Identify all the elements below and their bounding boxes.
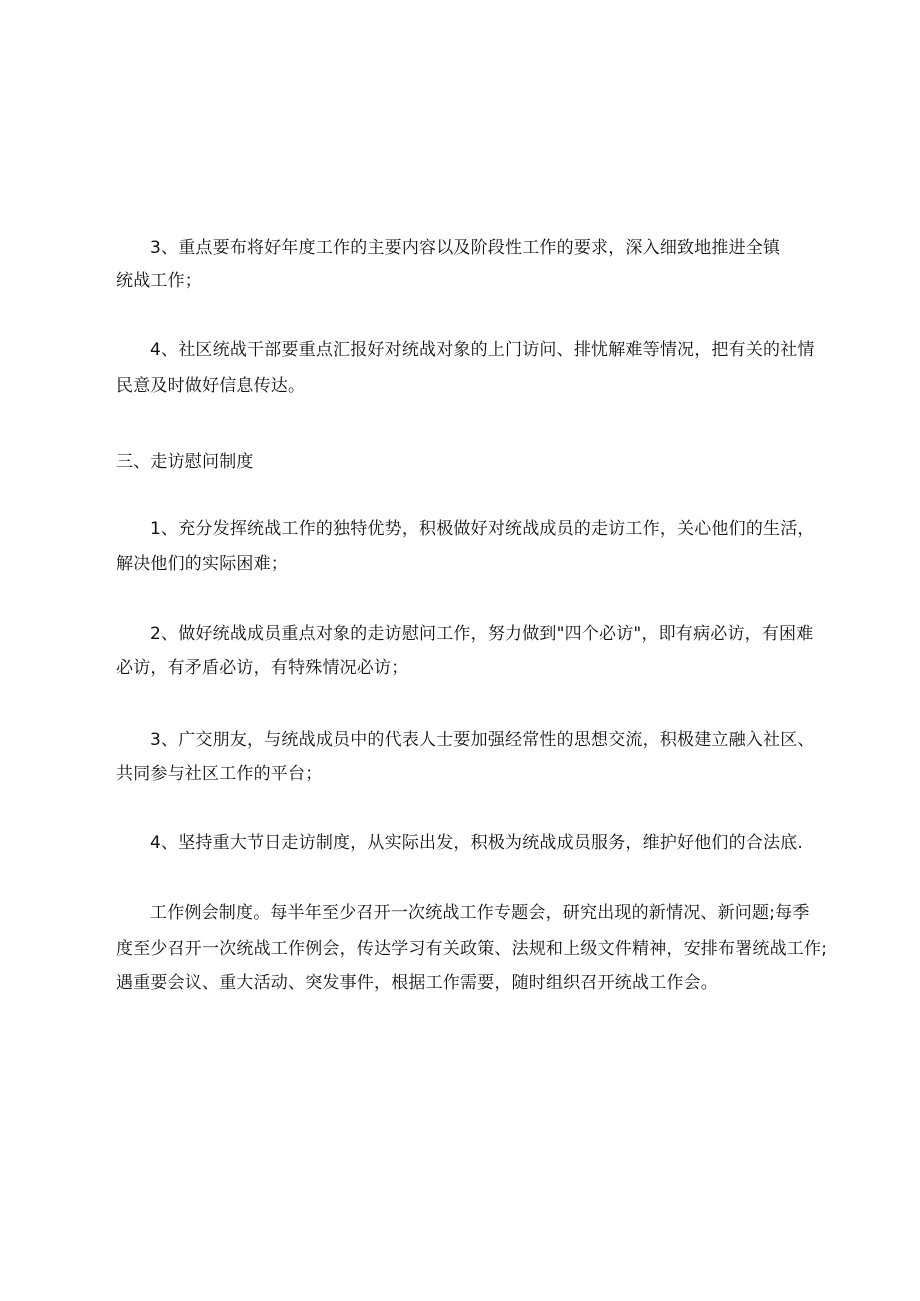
meeting-paragraph-line-1: 工作例会制度。每半年至少召开一次统战工作专题会，研究出现的新情况、新问题;每季 bbox=[150, 903, 810, 923]
item-4-line-2: 民意及时做好信息传达。 bbox=[116, 376, 306, 396]
meeting-paragraph-line-3: 遇重要会议、重大活动、突发事件，根据工作需要，随时组织召开统战工作会。 bbox=[116, 973, 718, 993]
item-3-line-2: 统战工作； bbox=[116, 271, 202, 291]
visit-item-2-line-1: 2、做好统战成员重点对象的走访慰问工作，努力做到"四个必访"，即有病必访，有困难 bbox=[150, 624, 814, 644]
visit-item-2-line-2: 必访，有矛盾必访，有特殊情况必访； bbox=[116, 658, 409, 678]
section-heading: 三、走访慰问制度 bbox=[116, 452, 254, 472]
visit-item-3-line-1: 3、广交朋友，与统战成员中的代表人士要加强经常性的思想交流，积极建立融入社区、 bbox=[150, 730, 815, 750]
visit-item-1-line-2: 解决他们的实际困难； bbox=[116, 554, 288, 574]
visit-item-4-line-1: 4、坚持重大节日走访制度，从实际出发，积极为统战成员服务，维护好他们的合法底. bbox=[150, 833, 804, 853]
visit-item-3-line-2: 共同参与社区工作的平台； bbox=[116, 764, 323, 784]
meeting-paragraph-line-2: 度至少召开一次统战工作例会，传达学习有关政策、法规和上级文件精神，安排布署统战工作; bbox=[116, 939, 828, 959]
item-3-line-1: 3、重点要布将好年度工作的主要内容以及阶段性工作的要求，深入细致地推进全镇 bbox=[150, 238, 781, 258]
visit-item-1-line-1: 1、充分发挥统战工作的独特优势，积极做好对统战成员的走访工作，关心他们的生活， bbox=[150, 519, 815, 539]
item-4-line-1: 4、社区统战干部要重点汇报好对统战对象的上门访问、排忧解难等情况，把有关的社情 bbox=[150, 340, 815, 360]
